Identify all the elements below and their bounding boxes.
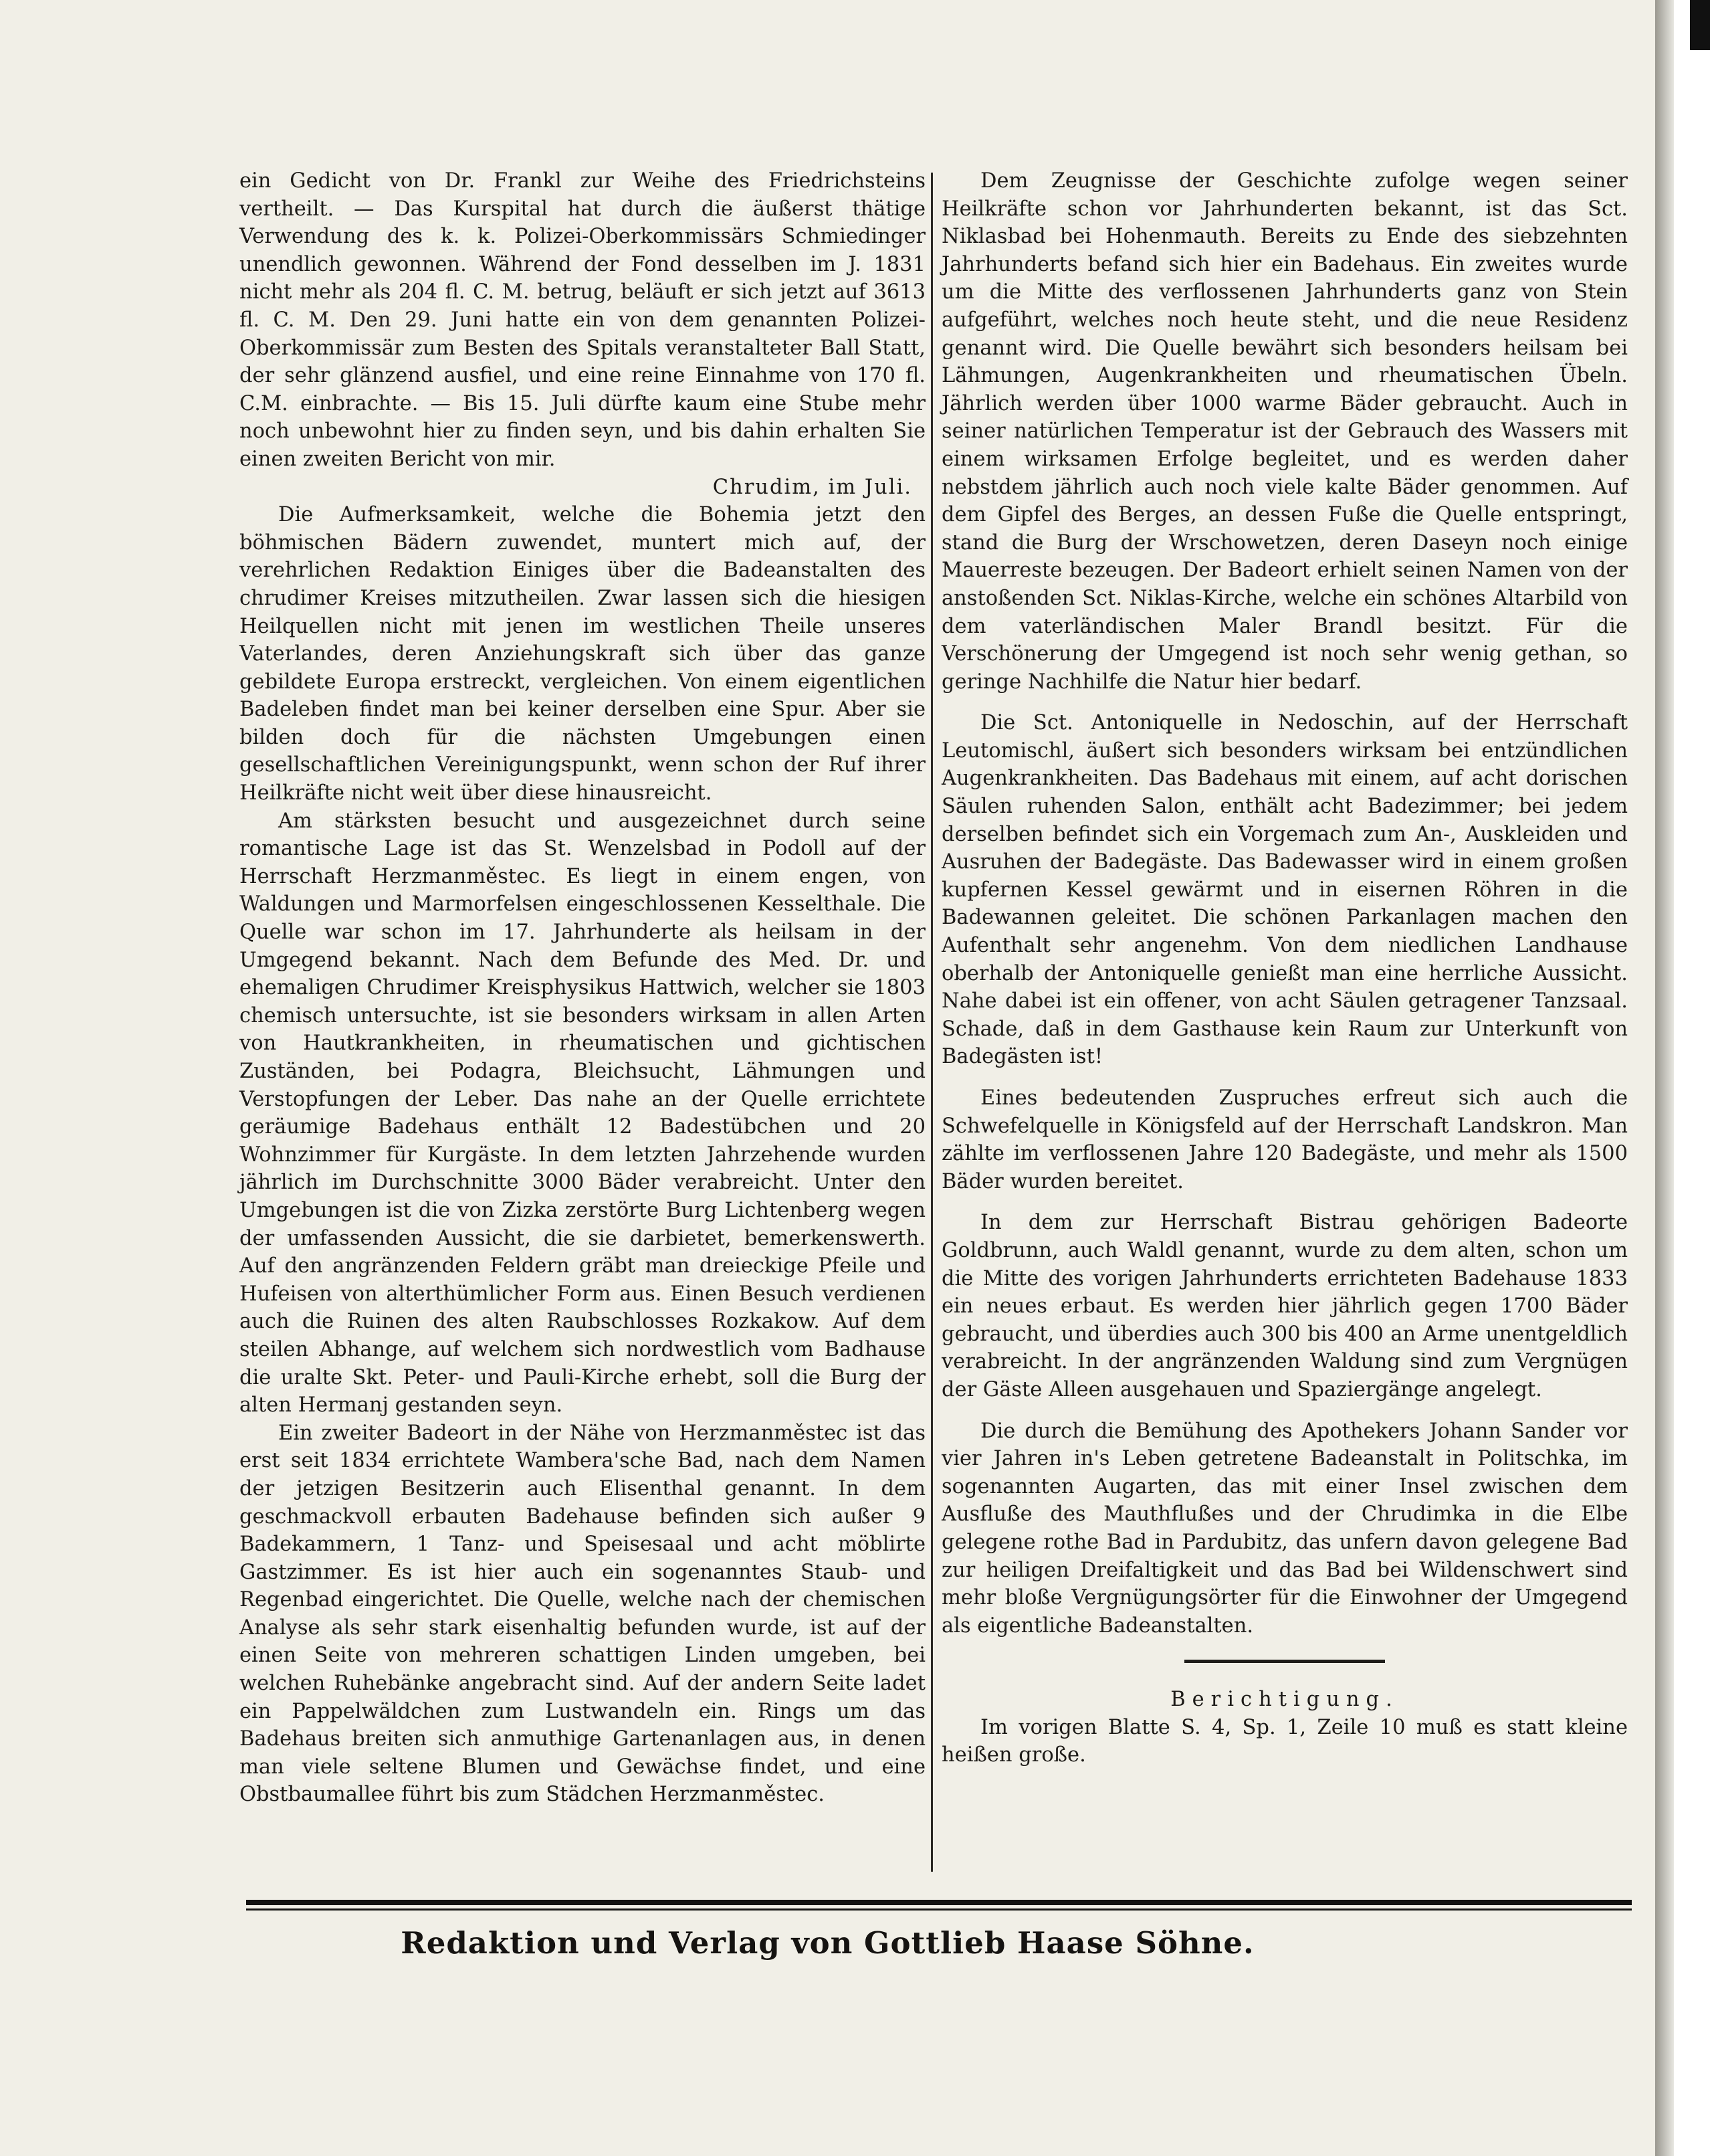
publisher-imprint: Redaktion und Verlag von Gottlieb Haase Söhne.: [401, 1925, 1255, 1961]
left-paragraph-4: Ein zweiter Badeort in der Nähe von Herzmanměstec ist das erst seit 1834 errichtete Wambera'sche Bad, nach dem Namen der jetzigen Besitzerin auch Elisenthal genannt. In dem geschmackvoll erbauten Badehause befinden sich außer 9 Badekammern, 1 Tanz- und Speisesaal und acht möblirte Gastzimmer. Es ist hier auch ein sogenanntes Staub- und Regenbad eingerichtet. Die Quelle, welche nach der chemischen Analyse als sehr stark eisenhaltig befunden wurde, ist auf der einen Seite von mehreren schattigen Linden umgeben, bei welchen Ruhebänke angebracht sind. Auf der andern Seite ladet ein Pappelwäldchen zum Lustwandeln ein. Rings um das Badehaus breiten sich anmuthige Gartenanlagen aus, in denen man viele seltene Blumen und Gewächse findet, und eine Obstbaumallee führt bis zum Städchen Herzmanměstec.: [239, 1421, 926, 1807]
left-paragraph-3: Am stärksten besucht und ausgezeichnet durch seine romantische Lage ist das St. Wenzelsbad in Podoll auf der Herrschaft Herzmanměstec. Es liegt in einem engen, von Waldungen und Marmorfelsen eingeschlossenen Kesselthale. Die Quelle war schon im 17. Jahrhunderte als heilsam in der Umgegend bekannt. Nach dem Befunde des Med. Dr. und ehemaligen Chrudimer Kreisphysikus Hattwich, welcher sie 1803 chemisch untersuchte, ist sie besonders wirksam in allen Arten von Hautkrankheiten, in rheumatischen und gichtischen Zuständen, bei Podagra, Bleichsucht, Lähmungen und Verstopfungen der Leber. Das nahe an der Quelle errichtete geräumige Badehaus enthält 12 Badestübchen und 20 Wohnzimmer für Kurgäste. In dem letzten Jahrzehende wurden jährlich im Durchschnitte 3000 Bäder verabreicht. Unter den Umgebungen ist die von Zizka zerstörte Burg Lichtenberg wegen der umfassenden Aussicht, die sie darbietet, bemerkenswerth. Auf den angränzenden Feldern gräbt man dreieckige Pfeile und Hufeisen von alterthümlicher Form aus. Einen Besuch verdienen auch die Ruinen des alten Raubschlosses Rozkakow. Auf dem steilen Abhange, auf welchem sich nordwestlich vom Badhause die uralte Skt. Peter- und Pauli-Kirche erhebt, soll die Burg der alten Hermanj gestanden seyn.: [239, 809, 926, 1417]
erratum-text: Im vorigen Blatte S. 4, Sp. 1, Zeile 10 muß es statt kleine heißen große.: [942, 1715, 1628, 1767]
right-paragraph-3: Eines bedeutenden Zuspruches erfreut sich auch die Schwefelquelle in Königsfeld auf der Herrschaft Landskron. Man zählte im verflossenen Jahre 120 Badegäste, und mehr als 1500 Bäder wurden bereitet.: [942, 1086, 1628, 1193]
section-rule: [1184, 1660, 1385, 1663]
right-paragraph-5: Die durch die Bemühung des Apothekers Johann Sander vor vier Jahren in's Leben getretene Badeanstalt in Politschka, im sogenannten Augarten, das mit einer Insel zwischen dem Ausfluße des Mauthflußes und der Chrudimka in die Elbe gelegene rothe Bad in Pardubitz, das unfern davon gelegene Bad zur heiligen Dreifaltigkeit und das Bad bei Wildenschwert sind mehr bloße Vergnügungsörter für die Einwohner der Umgegend als eigentliche Badeanstalten.: [942, 1419, 1628, 1638]
column-divider: [931, 173, 933, 1872]
erratum-heading: Berichtigung.: [1170, 1688, 1399, 1712]
right-paragraph-2: Die Sct. Antoniquelle in Nedoschin, auf der Herrschaft Leutomischl, äußert sich besonders wirksam bei entzündlichen Augenkrankheiten. Das Badehaus mit einem, auf acht dorischen Säulen ruhenden Salon, enthält acht Badezimmer; bei jedem derselben befindet sich ein Vorgemach zum An-, Auskleiden und Ausruhen der Badegäste. Das Badewasser wird in einem großen kupfernen Kessel gewärmt und in eisernen Röhren in die Badewannen geleitet. Die schönen Parkanlagen machen den Aufenthalt sehr angenehm. Von dem niedlichen Landhause oberhalb der Antoniquelle genießt man eine herrliche Aussicht. Nahe dabei ist ein offener, von acht Säulen getragener Tanzsaal. Schade, daß in dem Gasthause kein Raum zur Unterkunft von Badegästen ist!: [942, 711, 1628, 1069]
right-paragraph-1: Dem Zeugnisse der Geschichte zufolge wegen seiner Heilkräfte schon vor Jahrhunderten bekannt, ist das Sct. Niklasbad bei Hohenmauth. Bereits zu Ende des siebzehnten Jahrhunderts befand sich hier ein Badehaus. Ein zweites wurde um die Mitte des verflossenen Jahrhunderts ganz von Stein aufgeführt, welches noch heute steht, und die neue Residenz genannt wird. Die Quelle bewährt sich besonders heilsam bei Lähmungen, Augenkrankheiten und rheumatischen Übeln. Jährlich werden über 1000 warme Bäder gebraucht. Auch in seiner natürlichen Temperatur ist der Gebrauch des Wassers mit einem wirksamen Erfolge begleitet, und es werden daher nebstdem jährlich auch noch viele kalte Bäder genommen. Auf dem Gipfel des Berges, an dessen Fuße die Quelle entspringt, stand die Burg der Wrschowetzen, deren Daseyn noch einige Mauerreste bezeugen. Der Badeort erhielt seinen Namen von der anstoßenden Sct. Niklas-Kirche, welche ein schönes Altarbild von dem vaterländischen Maler Brandl besitzt. Für die Verschönerung der Umgegend ist noch sehr wenig gethan, so geringe Nachhilfe die Natur hier bedarf.: [942, 169, 1628, 694]
footer-rule-top: [246, 1900, 1632, 1905]
left-column: [239, 167, 926, 1809]
footer-rule-bottom: [246, 1908, 1632, 1910]
scan-margin: [1674, 0, 1710, 2156]
right-column: [942, 167, 1628, 1769]
left-paragraph-1: ein Gedicht von Dr. Frankl zur Weihe des Friedrichsteins vertheilt. — Das Kurspital hat durch die äußerst thätige Verwendung des k. k. Polizei-Oberkommissärs Schmiedinger unendlich gewonnen. Während der Fond desselben im J. 1831 nicht mehr als 204 fl. C. M. betrug, beläuft er sich jetzt auf 3613 fl. C. M. Den 29. Juni hatte ein von dem genannten Polizei-Oberkommissär zum Besten des Spitals veranstalteter Ball Statt, der sehr glänzend ausfiel, und eine reine Einnahme von 170 fl. C.M. einbrachte. — Bis 15. Juli dürfte kaum eine Stube mehr noch unbewohnt hier zu finden seyn, und bis dahin erhalten Sie einen zweiten Bericht von mir.: [239, 169, 926, 471]
right-paragraph-4: In dem zur Herrschaft Bistrau gehörigen Badeorte Goldbrunn, auch Waldl genannt, wurde zu dem alten, schon um die Mitte des vorigen Jahrhunderts errichteten Badehause 1833 ein neues erbaut. Es werden hier jährlich gegen 1700 Bäder gebraucht, und überdies auch 300 bis 400 an Arme unentgeldlich verabreicht. In der angränzenden Waldung sind zum Vergnügen der Gäste Alleen ausgehauen und Spaziergänge angelegt.: [942, 1211, 1628, 1401]
dateline-heading: Chrudim, im Juli.: [712, 475, 912, 499]
page-edge-shadow: [1655, 0, 1674, 2156]
left-paragraph-2: Die Aufmerksamkeit, welche die Bohemia jetzt den böhmischen Bädern zuwendet, muntert mich auf, der verehrlichen Redaktion Einiges über die Badeanstalten des chrudimer Kreises mitzutheilen. Zwar lassen sich die hiesigen Heilquellen nicht mit jenen im westlichen Theile unseres Vaterlandes, deren Anziehungskraft sich über das ganze gebildete Europa erstreckt, vergleichen. Von einem eigentlichen Badeleben findet man bei keiner derselben eine Spur. Aber sie bilden doch für die nächsten Umgebungen einen gesellschaftlichen Vereinigungspunkt, wenn schon der Ruf ihrer Heilkräfte nicht weit über diese hinausreicht.: [239, 503, 926, 805]
scan-corner-mark: [1690, 0, 1710, 50]
